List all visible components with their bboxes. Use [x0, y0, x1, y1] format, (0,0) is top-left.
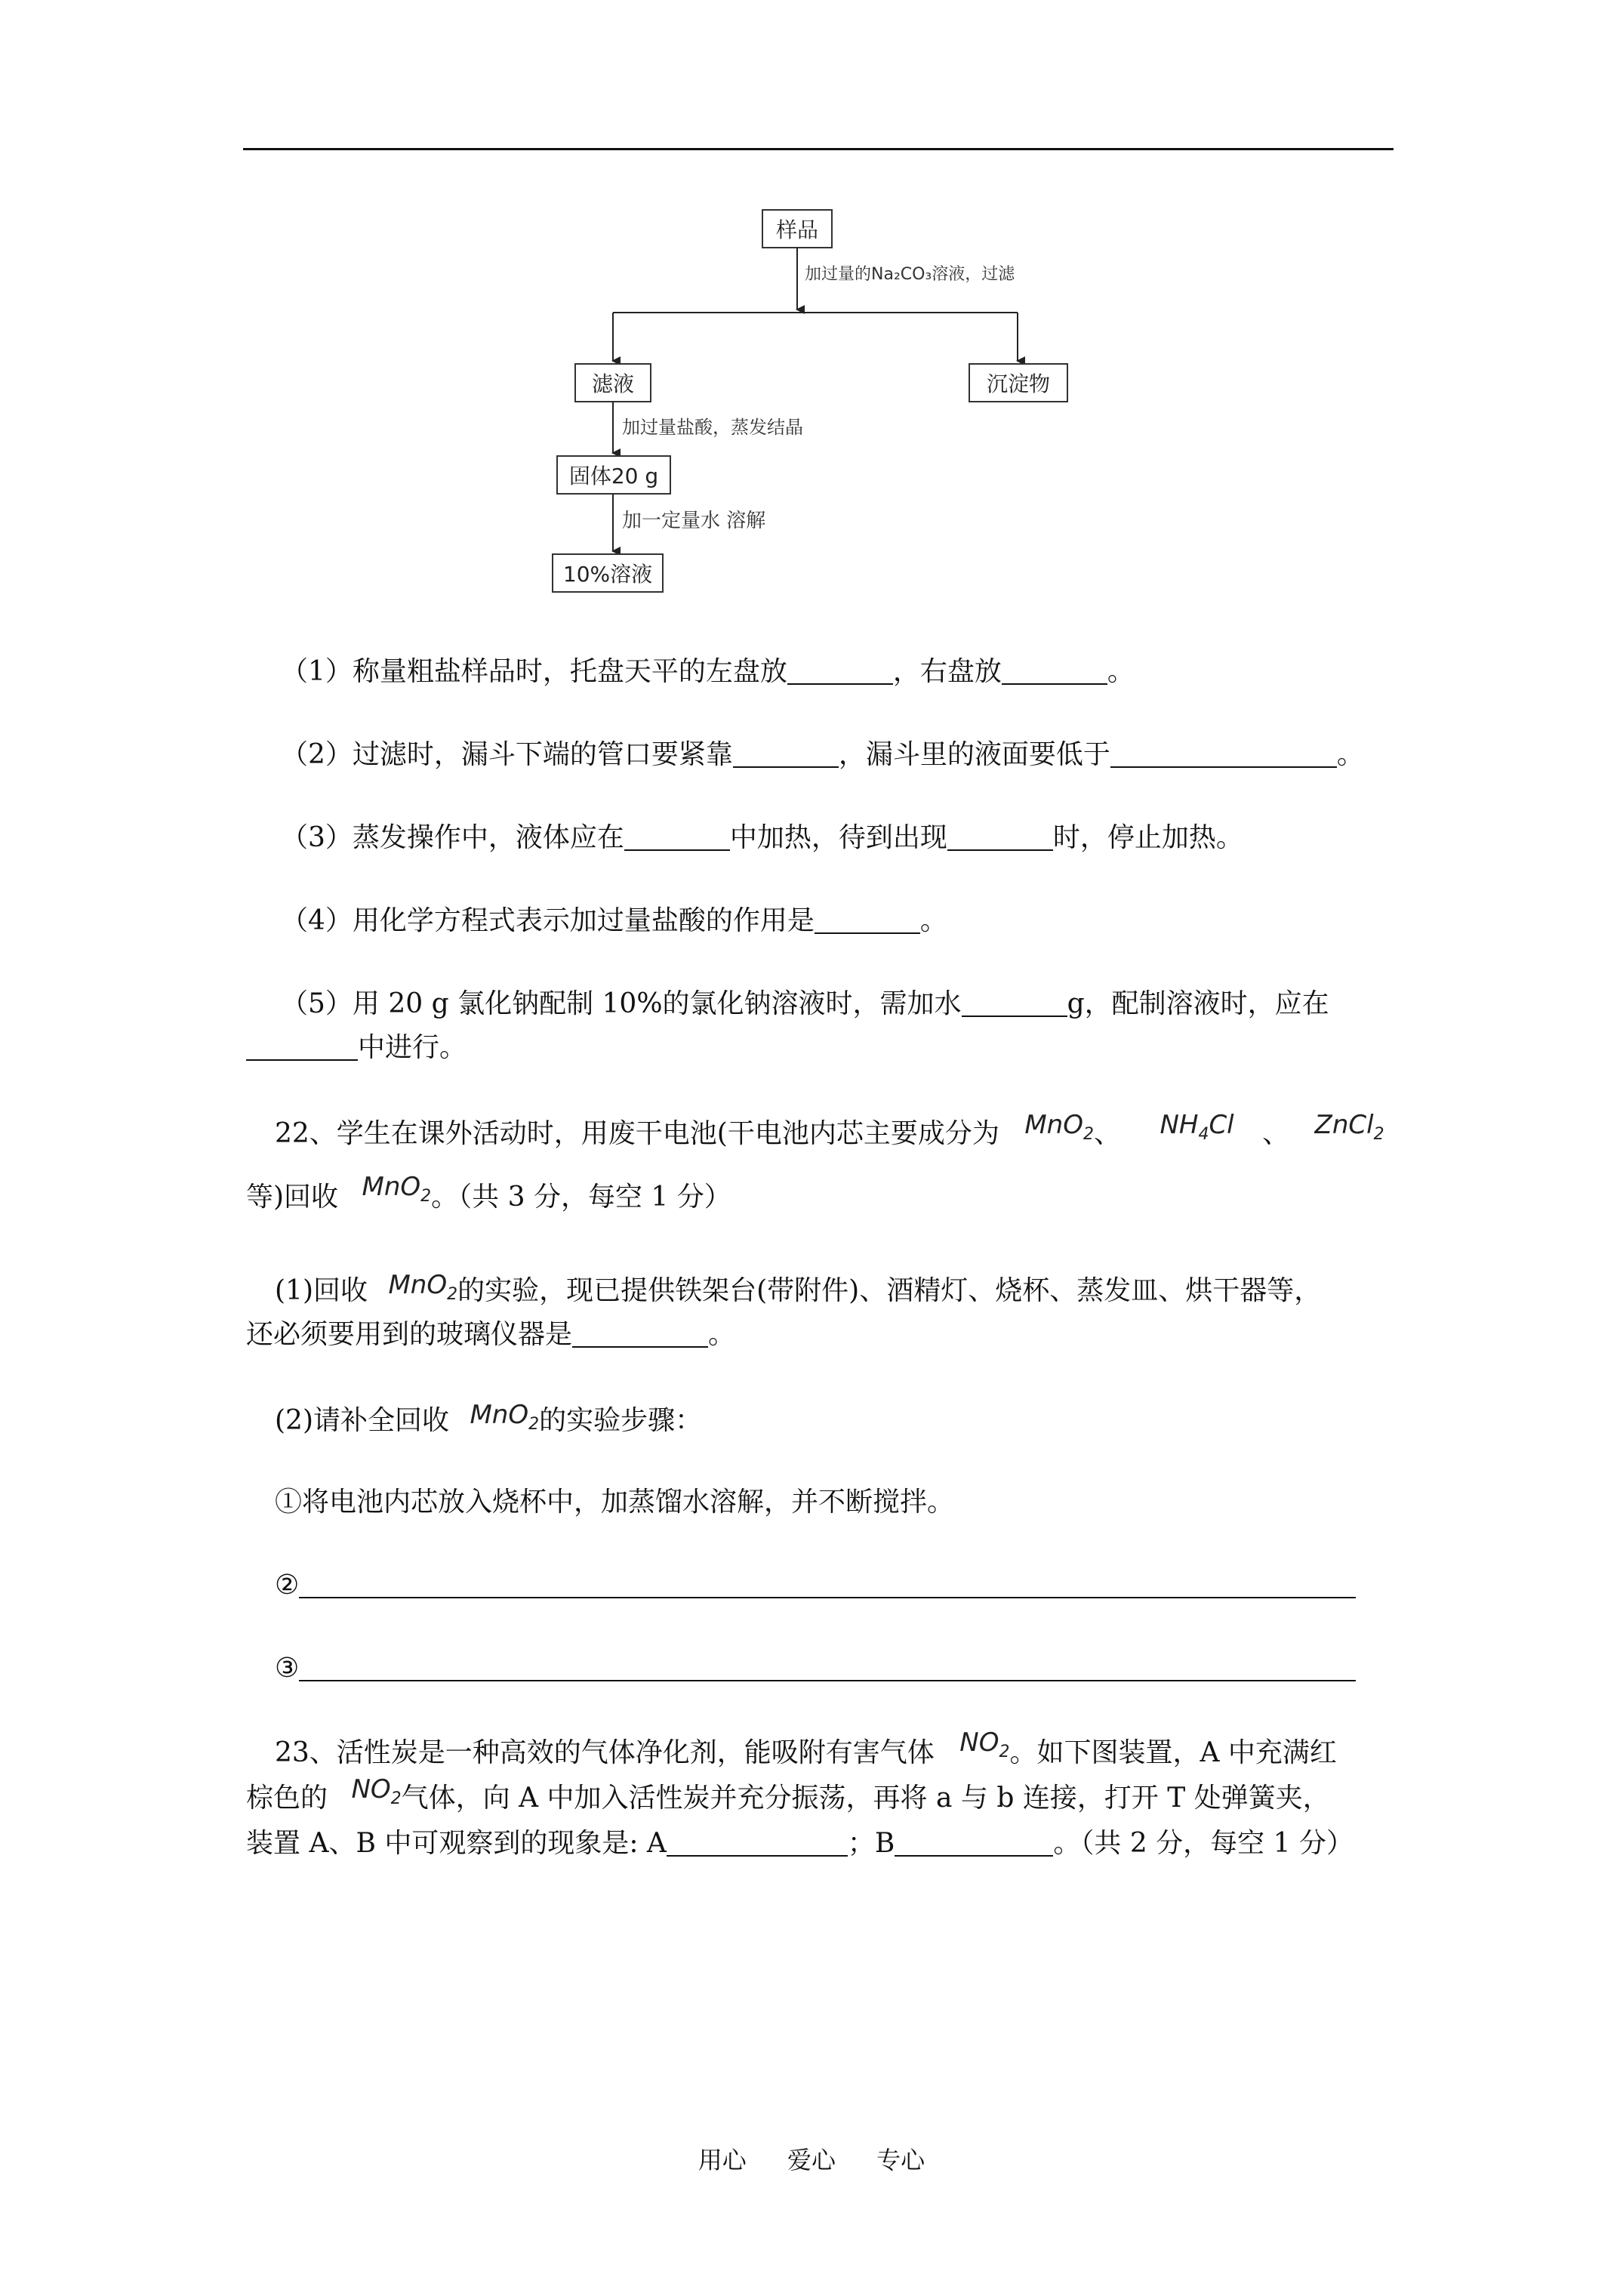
q21-part1: （1）称量粗盐样品时，托盘天平的左盘放 ，右盘放 。 — [281, 656, 1135, 687]
step3-label: 加一定量水 溶解 — [622, 510, 766, 532]
q22-line2: 等)回收 MnO$_2$。（共 3 分，每空 1 分） — [246, 1172, 731, 1213]
formula-nh4cl: $NH_4Cl$ — [1160, 1110, 1234, 1144]
q22-step3-blank[interactable] — [299, 1654, 1356, 1681]
q22-step2-blank[interactable] — [299, 1571, 1356, 1598]
q22-glassware-blank[interactable] — [572, 1321, 708, 1348]
q21-part2-blank-2[interactable] — [1110, 741, 1337, 768]
footer-text-1: 用心 — [698, 2146, 747, 2174]
q21-part4-blank[interactable] — [815, 907, 920, 934]
q21-part2-blank-1[interactable] — [733, 741, 839, 768]
q21-part3: （3）蒸发操作中，液体应在 中加热，待到出现 时，停止加热。 — [281, 822, 1243, 853]
q21-part5-line2: 中进行。 — [246, 1031, 467, 1065]
formula-no2: $NO_2$ — [959, 1727, 1010, 1761]
q21-part1-blank-right[interactable] — [1002, 658, 1107, 685]
formula-zncl2: ZnCl$_2$ — [1314, 1110, 1384, 1144]
q22-line1: 22、学生在课外活动时，用废干电池(干电池内芯主要成分为 MnO$_2$、 $NH_4Cl$ 、 ZnCl$_2$ — [275, 1110, 1384, 1149]
step2-label: 加过量盐酸，蒸发结晶 — [622, 417, 803, 438]
formula-mno2: MnO$_2$ — [470, 1400, 540, 1434]
q22-sub1-line1: (1)回收 MnO$_2$的实验，现已提供铁架台(带附件)、酒精灯、烧杯、蒸发皿、烘干器等， — [275, 1270, 1322, 1306]
footer-text-2: 爱心 — [787, 2146, 836, 2174]
q23-line3: 装置 A、B 中可观察到的现象是: A ；B 。（共 2 分，每空 1 分） — [246, 1828, 1354, 1859]
step1-label: 加过量的Na₂CO₃溶液，过滤 — [805, 265, 1015, 284]
formula-mno2: MnO$_2$ — [388, 1270, 458, 1304]
q22-step1: ①将电池内芯放入烧杯中，加蒸馏水溶解，并不断搅拌。 — [275, 1487, 955, 1518]
q21-part3-blank-1[interactable] — [624, 824, 730, 851]
q21-part5-blank-water[interactable] — [962, 990, 1067, 1017]
q21-part4: （4）用化学方程式表示加过量盐酸的作用是 。 — [281, 905, 947, 936]
q23-line1: 23、活性炭是一种高效的气体净化剂，能吸附有害气体 $NO_2$。如下图装置，A 中充满红 — [275, 1727, 1337, 1768]
formula-mno2: MnO$_2$ — [362, 1172, 432, 1206]
q21-part2: （2）过滤时，漏斗下端的管口要紧靠 ，漏斗里的液面要低于 。 — [281, 739, 1364, 770]
solution-label: 10%溶液 — [562, 562, 653, 587]
process-flowchart — [528, 204, 1132, 612]
q21-part1-blank-left[interactable] — [787, 658, 893, 685]
formula-mno2: MnO$_2$ — [1024, 1110, 1094, 1144]
footer-text-3: 专心 — [876, 2146, 925, 2174]
q23-line2: 棕色的 $NO_2$气体，向 A 中加入活性炭并充分振荡，再将 a 与 b 连接，打开 T 处弹簧夹， — [246, 1774, 1330, 1814]
precipitate-label: 沉淀物 — [986, 371, 1051, 396]
q22-step3: ③ — [275, 1652, 1356, 1685]
q22-step2: ② — [275, 1569, 1356, 1602]
q21-part3-blank-2[interactable] — [947, 824, 1053, 851]
sample-label: 样品 — [775, 217, 819, 242]
q21-part5-line1: （5）用 20 g 氯化钠配制 10%的氯化钠溶液时，需加水 g，配制溶液时，应在 — [281, 988, 1329, 1019]
q22-sub2: (2)请补全回收 MnO$_2$的实验步骤： — [275, 1400, 703, 1436]
header-rule — [243, 148, 1394, 150]
solid-label: 固体20 g — [568, 464, 659, 488]
page-footer — [0, 2145, 1623, 2175]
q23-blank-b[interactable] — [895, 1829, 1053, 1857]
q23-blank-a[interactable] — [667, 1829, 848, 1857]
formula-no2: $NO_2$ — [351, 1774, 402, 1808]
filtrate-label: 滤液 — [591, 371, 635, 396]
q22-sub1-line2: 还必须要用到的玻璃仪器是 。 — [246, 1319, 736, 1350]
q21-part5-blank-vessel[interactable] — [246, 1034, 358, 1061]
